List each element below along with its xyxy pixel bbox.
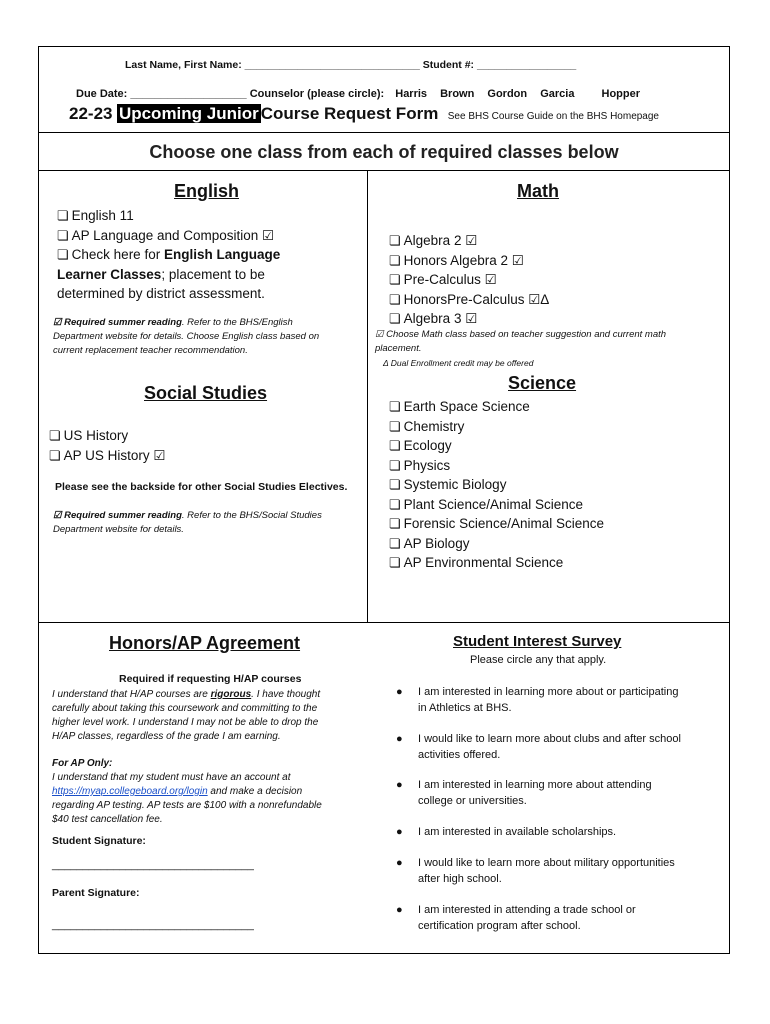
bullet-icon: ● xyxy=(396,686,403,698)
bullet-icon: ● xyxy=(396,826,403,838)
math-option[interactable]: ❏ Honors Algebra 2 ☑ xyxy=(389,251,549,271)
social-studies-title: Social Studies xyxy=(144,383,268,403)
english-note: ☑ Required summer reading. Refer to the BHS/English Department website for details. Choose English class based on current replacement teacher recommendation. xyxy=(53,317,320,356)
school-year: 22-23 xyxy=(69,104,113,123)
checkbox-icon[interactable]: ❏ xyxy=(389,252,401,268)
form-title xyxy=(69,104,659,124)
social-option[interactable]: ❏ AP US History ☑ xyxy=(49,446,166,466)
checkbox-icon[interactable]: ❏ xyxy=(389,233,401,248)
checkbox-icon[interactable]: ❏ xyxy=(389,457,401,473)
math-option[interactable]: ❏ Algebra 2 ☑ xyxy=(389,231,549,251)
counselor-option[interactable]: Harris xyxy=(395,88,428,100)
ell-option-line: determined by district assessment. xyxy=(57,286,265,301)
checkbox-icon[interactable]: ❏ xyxy=(49,428,61,443)
english-title: English xyxy=(174,181,240,201)
form-header xyxy=(39,47,729,133)
checkbox-icon[interactable]: ❏ xyxy=(57,208,69,223)
checkbox-icon[interactable]: ❏ xyxy=(389,418,401,434)
science-list xyxy=(389,397,604,573)
checkbox-icon[interactable]: ❏ xyxy=(57,227,69,243)
checkbox-icon[interactable]: ❏ xyxy=(389,496,401,512)
parent-signature-line[interactable]: _________________________________ xyxy=(52,919,254,931)
due-date-label: Due Date: ___________________ Counselor (please circle): xyxy=(76,88,385,100)
form-title-text: Course Request Form xyxy=(260,104,439,123)
bullet-icon: ● xyxy=(396,904,403,916)
math-note: ☑ Choose Math class based on teacher suggestion and current math placement. Δ Dual Enrollment credit may be offered xyxy=(375,329,667,368)
row-divider xyxy=(39,622,729,623)
guide-note: See BHS Course Guide on the BHS Homepage xyxy=(447,111,659,122)
social-option[interactable]: ❏ US History xyxy=(49,426,166,446)
checkbox-icon[interactable]: ❏ xyxy=(389,477,401,492)
counselor-option[interactable]: Hopper xyxy=(601,88,640,100)
science-option[interactable]: ❏ AP Biology xyxy=(389,534,604,554)
ell-option[interactable]: ❏ Check here for English Language xyxy=(57,245,280,265)
bullet-icon: ● xyxy=(396,857,403,869)
math-list xyxy=(389,231,549,329)
agreement-required: Required if requesting H/AP courses xyxy=(119,673,302,685)
checkbox-icon[interactable]: ❏ xyxy=(389,311,401,326)
math-option[interactable]: ❏ Algebra 3 ☑ xyxy=(389,309,549,329)
checkbox-icon[interactable]: ❏ xyxy=(389,272,401,287)
social-backside-note: Please see the backside for other Social Studies Electives. xyxy=(55,481,348,493)
student-signature-label: Student Signature: xyxy=(52,835,146,847)
survey-subtitle: Please circle any that apply. xyxy=(470,654,607,666)
parent-signature-label: Parent Signature: xyxy=(52,887,140,899)
english-list xyxy=(57,206,280,304)
science-option[interactable]: ❏ Plant Science/Animal Science xyxy=(389,495,604,515)
science-option[interactable]: ❏ AP Environmental Science xyxy=(389,553,604,573)
agreement-title: Honors/AP Agreement xyxy=(109,633,301,653)
counselor-option[interactable]: Brown xyxy=(440,88,475,100)
checkbox-icon[interactable]: ❏ xyxy=(389,399,401,414)
math-option[interactable]: ❏ HonorsPre-Calculus ☑Δ xyxy=(389,290,549,310)
math-title: Math xyxy=(517,181,559,201)
column-divider xyxy=(367,171,368,622)
checkbox-icon[interactable]: ❏ xyxy=(389,535,401,551)
bullet-icon: ● xyxy=(396,779,403,791)
social-note: ☑ Required summer reading. Refer to the BHS/Social Studies Department website for details. xyxy=(53,510,322,535)
collegeboard-link[interactable]: https://myap.collegeboard.org/login xyxy=(52,786,208,797)
student-signature-line[interactable]: _________________________________ xyxy=(52,859,254,871)
counselor-options xyxy=(395,88,650,100)
math-option[interactable]: ❏ Pre-Calculus ☑ xyxy=(389,270,549,290)
ell-option-line: Learner Classes; placement to be xyxy=(57,266,265,282)
social-studies-list xyxy=(49,426,166,465)
checkbox-icon[interactable]: ❏ xyxy=(389,516,401,531)
checkbox-icon[interactable]: ❏ xyxy=(389,438,401,453)
science-option[interactable]: ❏ Forensic Science/Animal Science xyxy=(389,514,604,534)
science-title: Science xyxy=(508,373,577,393)
science-option[interactable]: ❏ Earth Space Science xyxy=(389,397,604,417)
bullet-icon: ● xyxy=(396,733,403,745)
grade-highlight: Upcoming Junior xyxy=(118,104,259,123)
english-option[interactable]: ❏ AP Language and Composition ☑ xyxy=(57,226,280,246)
science-option[interactable]: ❏ Physics xyxy=(389,456,604,476)
checkbox-icon[interactable]: ❏ xyxy=(389,291,401,307)
english-option[interactable]: ❏ English 11 xyxy=(57,206,280,226)
checkbox-icon[interactable]: ❏ xyxy=(57,247,69,262)
counselor-option[interactable]: Garcia xyxy=(540,88,575,100)
checkbox-icon[interactable]: ❏ xyxy=(49,447,61,463)
ap-only-label: For AP Only: xyxy=(52,758,113,769)
form-frame: Last Name, First Name: ______________________________ Student #: _________________ Due Date: ___________________ Counselor (please circle): Harris Brown Gordon Garcia Hopper 22-23 Upcoming Junior Course Request Form See BHS Course Guide on the BHS Homepage Choose one class from each of required classes below English ❏ English 11 ❏ AP Language and Composition ☑ ❏ Check here for English Language Learner Classes; placement to be determined by district assessment. ☑ Required summer reading. Refer to the BHS/English Department website for details. Choose English class based on current replacement teacher recommendation. Math ❏ Algebra 2 ☑ ❏ Honors Algebra 2 ☑ ❏ Pre-Calculus ☑ ❏ HonorsPre-Calculus ☑Δ ❏ Algebra 3 ☑ ☑ Choose Math class based on teacher suggestion and current math placement. Δ Dual Enrollment credit may be offered Social Studies ❏ US History ❏ AP US History ☑ Please see the backside for other Social Studies Electives. ☑ Required summer reading. Refer to the BHS/Social Studies Department website for details. Science ❏ Earth Space Science ❏ Chemistry ❏ Ecology ❏ Physics ❏ Systemic Biology ❏ Plant Science/Animal Science ❏ Forensic Science/Animal Science ❏ AP Biology ❏ AP Environmental Science Honors/AP Agreement Required if requesting H/AP courses I understand that H/AP courses are rigorous. I have thought carefully about taking this coursework and committing to the higher level work. I understand I may not be able to drop the H/AP classes, regardless of the grade I am earning. For AP Only: I understand that my student must have an account at https://myap.collegeboard.org/login and make a decision regarding AP testing. AP tests are $100 with a nonrefundable $40 test cancellation fee. Student Signature: _________________________________ Parent Signature: _________________________________ Student Interest Survey Please circle any that apply. ● I am interested in learning more about or participating in Athletics at BHS. ● I would like to learn more about clubs and after school activities offered. ● I am interested in learning more about attending college or universities. ● I am interested in available scholarships. ● I would like to learn more about military opportunities after high school. ● I am interested in attending a trade school or certification program after school. xyxy=(38,46,730,954)
instructions-banner: Choose one class from each of required classes below xyxy=(39,133,729,171)
checkbox-icon[interactable]: ❏ xyxy=(389,555,401,570)
science-option[interactable]: ❏ Systemic Biology xyxy=(389,475,604,495)
science-option[interactable]: ❏ Chemistry xyxy=(389,417,604,437)
due-counselor-line xyxy=(76,88,650,100)
science-option[interactable]: ❏ Ecology xyxy=(389,436,604,456)
survey-title: Student Interest Survey xyxy=(453,633,622,650)
name-student-line: Last Name, First Name: ______________________________ Student #: _________________ xyxy=(125,59,577,71)
agreement-text: I understand that H/AP courses are rigorous. I have thought carefully about taking this coursework and committing to the higher level work. I understand I may not be able to drop the H/AP classes, regardless of the grade I am earning. For AP Only: I understand that my student must have an account at https://myap.collegeboard.org/login and make a decision regarding AP testing. AP tests are $100 with a nonrefundable $40 test cancellation fee. xyxy=(52,689,322,825)
counselor-option[interactable]: Gordon xyxy=(487,88,528,100)
